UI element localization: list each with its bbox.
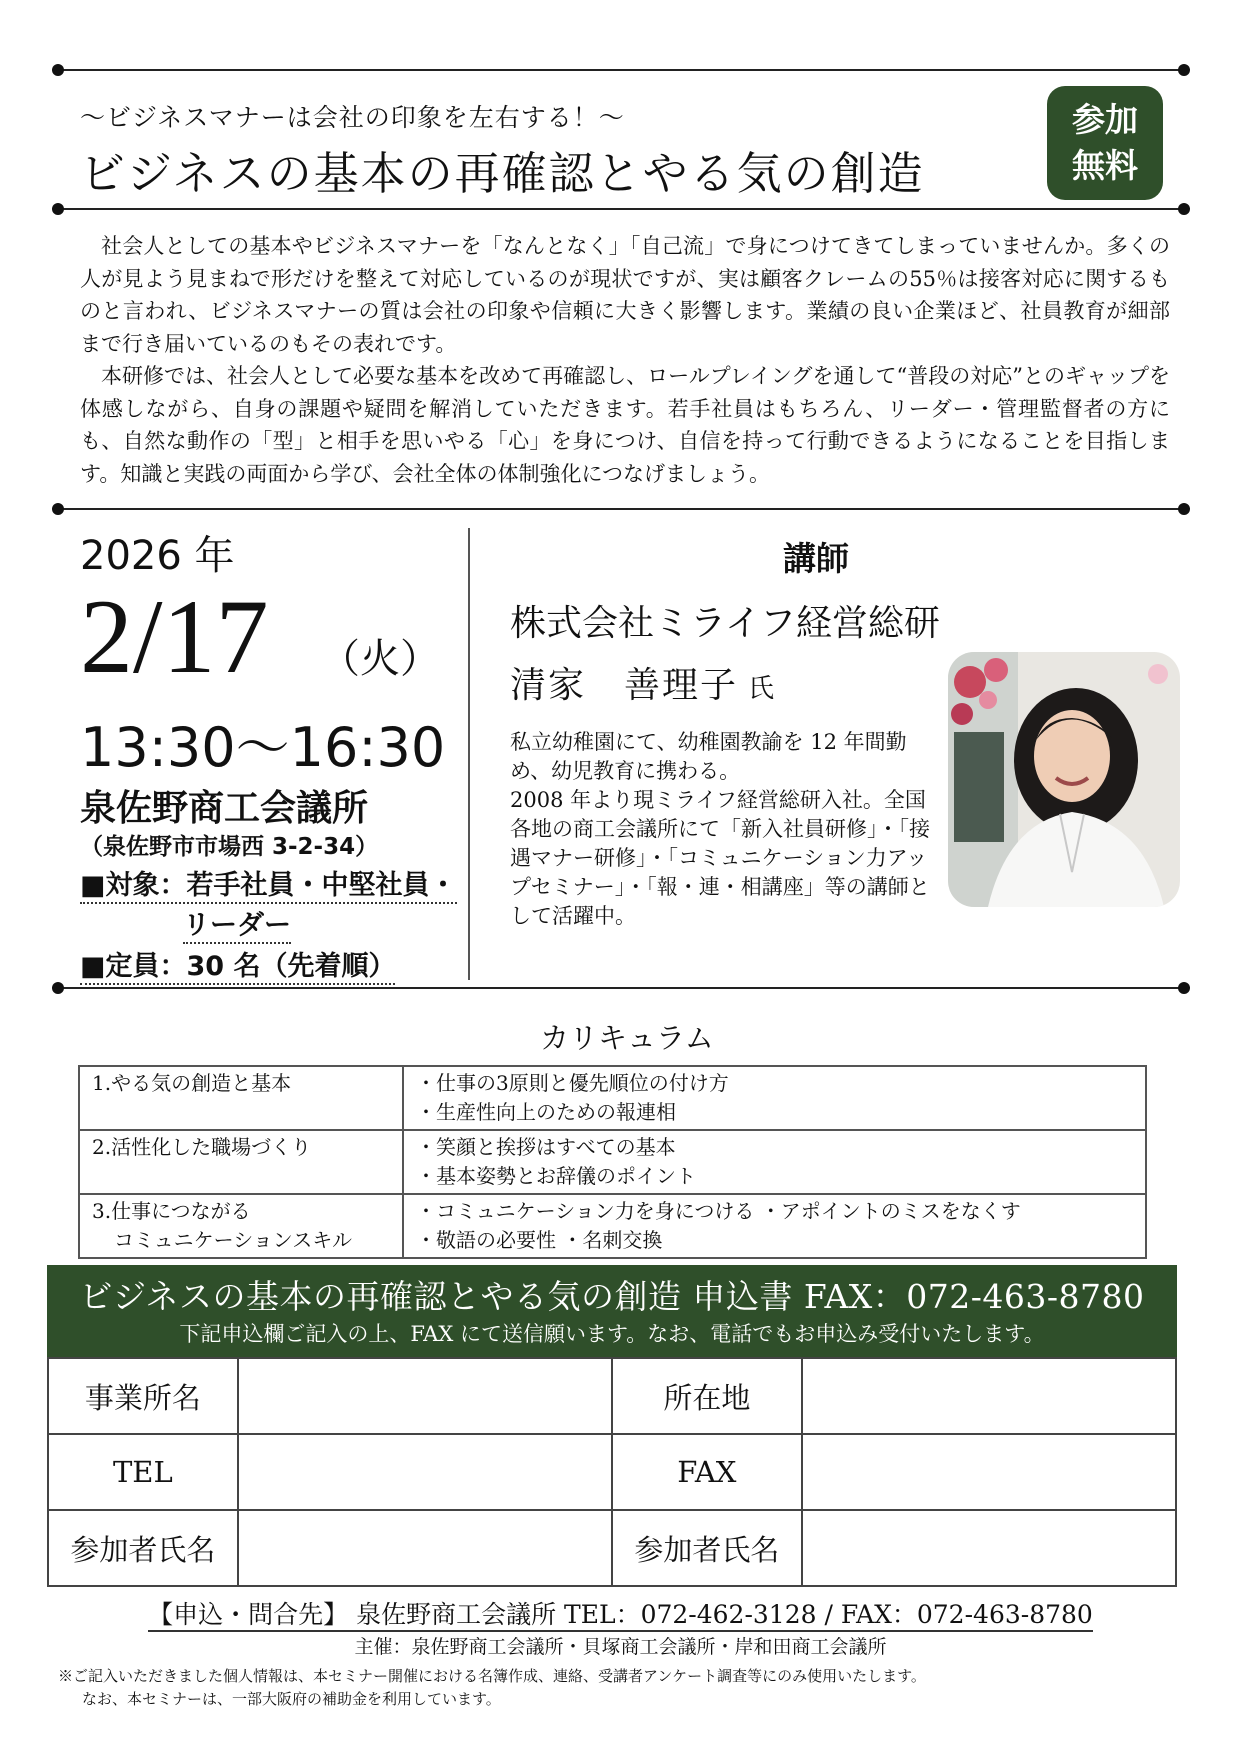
fax-label: FAX xyxy=(612,1434,802,1510)
curriculum-content xyxy=(403,1066,1146,1130)
badge-line2: 無料 xyxy=(1072,146,1138,185)
content-line: ・笑顔と挨拶はすべての基本 xyxy=(416,1135,676,1159)
intro-text xyxy=(80,230,1170,490)
participant-name-label: 参加者氏名 xyxy=(48,1510,238,1586)
content-line: ・仕事の3原則と優先順位の付け方 xyxy=(416,1071,729,1095)
intro-paragraph-2: 本研修では、社会人として必要な基本を改めて再確認し、ロールプレイングを通して“普段の対応”とのギャップを体感しながら、自身の課題や疑問を解消していただきます。若手社員はもちろん、リーダー・管理監督者の方にも、自然な動作の「型」と相手を思いやる「心」を身につけ、自信を持って行動できるようになることを目指します。知識と実践の両面から学び、会社全体の体制強化につなげましょう。 xyxy=(80,364,1170,486)
content-line: ・コミュニケーション力を身につける ・アポイントのミスをなくす xyxy=(416,1199,1021,1223)
privacy-note xyxy=(58,1665,926,1711)
event-target xyxy=(80,866,457,946)
intro-paragraph-1: 社会人としての基本やビジネスマナーを「なんとなく」「自己流」で身につけてきてしまっていませんか。多くの人が見よう見まねで形だけを整えて対応しているのが現状ですが、実は顧客クレームの55％は接客対応に関するものと言われ、ビジネスマナーの質は会社の印象や信頼に大きく影響します。業績の良い企業ほど、社員教育が細部まで行き届いているのもその表れです。 xyxy=(80,234,1170,356)
fax-field[interactable] xyxy=(802,1434,1176,1510)
address-label: 所在地 xyxy=(612,1358,802,1434)
form-row xyxy=(48,1434,1176,1510)
topic-text: 3.仕事につながる xyxy=(92,1199,251,1223)
event-capacity xyxy=(80,944,395,983)
form-row xyxy=(48,1510,1176,1586)
tel-field[interactable] xyxy=(238,1434,612,1510)
event-date: 2/17 xyxy=(80,578,269,695)
target-line-1: ■対象：若手社員・中堅社員・ xyxy=(80,870,457,904)
curriculum-topic xyxy=(79,1066,403,1130)
title-rule xyxy=(58,208,1184,210)
top-rule xyxy=(58,69,1184,71)
intro-rule xyxy=(58,508,1184,510)
subtitle: 〜ビジネスマナーは会社の印象を左右する！〜 xyxy=(80,103,625,132)
content-line: ・基本姿勢とお辞儀のポイント xyxy=(416,1164,696,1188)
curriculum-content xyxy=(403,1130,1146,1194)
contact-text: 【申込・問合先】 泉佐野商工会議所 TEL：072-462-3128 / FAX：072-463-8780 xyxy=(148,1600,1093,1632)
instructor-name: 清家 善理子 xyxy=(510,665,739,706)
free-badge xyxy=(1047,86,1163,200)
instructor-bio-1: 私立幼稚園にて、幼稚園教諭を 12 年間勤め、幼児教育に携わる。 xyxy=(510,730,907,783)
form-row xyxy=(48,1358,1176,1434)
curriculum-table xyxy=(78,1065,1147,1259)
instructor-bio-2: 2008 年より現ミライフ経営総研入社。全国各地の商工会議所にて「新入社員研修」・「接遇マナー研修」・「コミュニケーション力アップセミナー」・「報・連・相講座」等の講師として活躍中。 xyxy=(510,788,930,928)
note-line-1: ※ご記入いただきました個人情報は、本セミナー開催における名簿作成、連絡、受講者アンケート調査等にのみ使用いたします。 xyxy=(58,1667,926,1685)
topic-text: コミュニケーションスキル xyxy=(114,1228,352,1252)
company-name-field[interactable] xyxy=(238,1358,612,1434)
tel-label: TEL xyxy=(48,1434,238,1510)
instructor-name-block xyxy=(510,657,774,708)
application-form-header xyxy=(47,1265,1177,1357)
content-line: ・敬語の必要性 ・名刺交換 xyxy=(416,1228,663,1252)
host-info: 主催：泉佐野商工会議所・貝塚商工会議所・岸和田商工会議所 xyxy=(354,1636,887,1658)
form-header-title: ビジネスの基本の再確認とやる気の創造 申込書 FAX：072-463-8780 xyxy=(79,1277,1145,1316)
badge-line1: 参加 xyxy=(1072,100,1138,139)
event-day-of-week: （火） xyxy=(320,636,440,682)
curriculum-topic xyxy=(79,1130,403,1194)
event-venue: 泉佐野商工会議所 xyxy=(80,788,369,829)
address-field[interactable] xyxy=(802,1358,1176,1434)
form-header-instructions: 下記申込欄ご記入の上、FAX にて送信願います。なお、電話でもお申込み受付いたします。 xyxy=(179,1322,1045,1346)
curriculum-topic xyxy=(79,1194,403,1258)
application-form xyxy=(47,1357,1177,1587)
topic-text: 1.やる気の創造と基本 xyxy=(92,1071,292,1095)
instructor-label: 講師 xyxy=(783,539,849,578)
curriculum-title: カリキュラム xyxy=(540,1021,714,1055)
section-rule xyxy=(58,987,1184,989)
instructor-photo xyxy=(948,652,1180,907)
instructor-company: 株式会社ミライフ経営総研 xyxy=(510,603,940,644)
instructor-bio xyxy=(510,728,930,931)
contact-info xyxy=(0,1595,1241,1631)
target-line-2: リーダー xyxy=(183,910,291,944)
event-address: （泉佐野市市場西 3-2-34） xyxy=(80,834,379,860)
table-row xyxy=(79,1194,1146,1258)
note-line-2: なお、本セミナーは、一部大阪府の補助金を利用しています。 xyxy=(82,1690,501,1708)
instructor-portrait-image xyxy=(948,652,1180,907)
topic-text: 2.活性化した職場づくり xyxy=(92,1135,312,1159)
page-title: ビジネスの基本の再確認とやる気の創造 xyxy=(80,147,925,200)
table-row xyxy=(79,1130,1146,1194)
company-name-label: 事業所名 xyxy=(48,1358,238,1434)
capacity-text: ■定員：30 名（先着順） xyxy=(80,951,395,985)
participant-name-label-2: 参加者氏名 xyxy=(612,1510,802,1586)
event-time: 13:30〜16:30 xyxy=(80,716,446,779)
event-year: 2026 年 xyxy=(80,533,235,579)
content-line: ・生産性向上のための報連相 xyxy=(416,1100,676,1124)
instructor-honorific: 氏 xyxy=(748,674,775,704)
vertical-divider xyxy=(468,528,470,980)
table-row xyxy=(79,1066,1146,1130)
participant-name-field[interactable] xyxy=(238,1510,612,1586)
participant-name-field-2[interactable] xyxy=(802,1510,1176,1586)
curriculum-content xyxy=(403,1194,1146,1258)
